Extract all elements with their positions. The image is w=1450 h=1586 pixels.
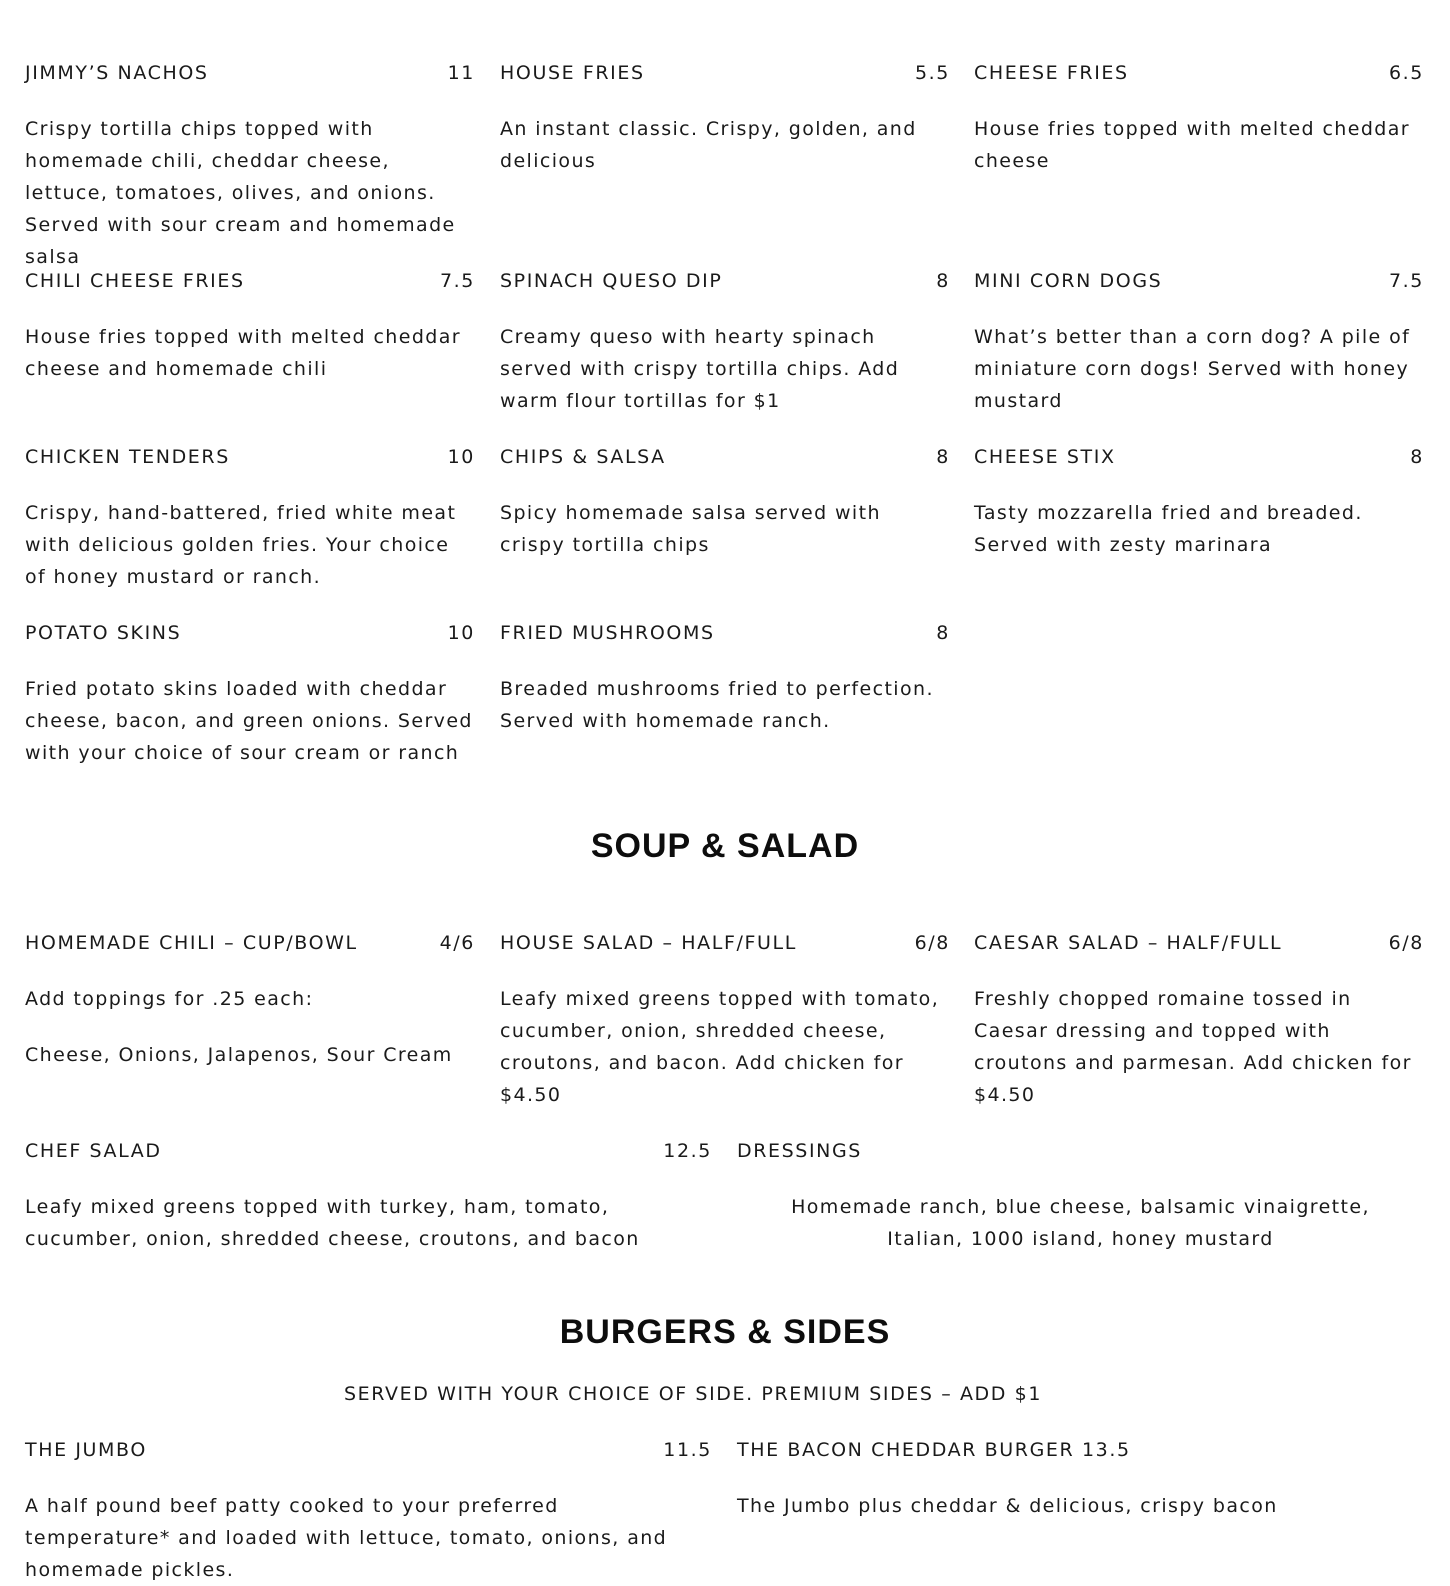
item-price: 7.5 <box>1388 270 1424 292</box>
item-price: 6/8 <box>914 932 950 954</box>
item-description: What’s better than a corn dog? A pile of miniature corn dogs! Served with honey mustard <box>974 326 1411 412</box>
item-description <box>25 983 475 1071</box>
menu-item-mini-corn-dogs <box>974 265 1424 417</box>
item-name: DRESSINGS <box>737 1140 862 1162</box>
item-price: 8 <box>936 446 950 468</box>
item-name: CHILI CHEESE FRIES <box>25 270 245 292</box>
item-price: 6.5 <box>1388 62 1424 84</box>
item-price: 7.5 <box>439 270 475 292</box>
item-price: 12.5 <box>663 1140 712 1162</box>
item-description: Spicy homemade salsa served with crispy tortilla chips <box>500 502 881 556</box>
item-name: CHEESE FRIES <box>974 62 1129 84</box>
item-description: Freshly chopped romaine tossed in Caesar dressing and topped with croutons and parmesan. Add chicken for $4.50 <box>974 988 1412 1106</box>
item-price: 6/8 <box>1388 932 1424 954</box>
menu-item-jimmys-nachos <box>25 57 475 273</box>
menu-item-dressings <box>737 1135 1424 1255</box>
item-name: MINI CORN DOGS <box>974 270 1163 292</box>
section-title-soup-salad: SOUP & SALAD <box>590 827 860 865</box>
item-price: 5.5 <box>914 62 950 84</box>
section-subtitle: SERVED WITH YOUR CHOICE OF SIDE. PREMIUM SIDES – ADD $1 <box>343 1383 1043 1405</box>
menu-item-spinach-queso-dip <box>500 265 950 417</box>
section-title-burgers-sides: BURGERS & SIDES <box>559 1313 891 1351</box>
item-description-line: Cheese, Onions, Jalapenos, Sour Cream <box>25 1044 453 1066</box>
item-description: House fries topped with melted cheddar cheese and homemade chili <box>25 326 461 380</box>
item-description: The Jumbo plus cheddar & delicious, crispy bacon <box>737 1495 1278 1517</box>
item-description: House fries topped with melted cheddar cheese <box>974 118 1410 172</box>
item-name: CHIPS & SALSA <box>500 446 666 468</box>
item-description: Breaded mushrooms fried to perfection. Served with homemade ranch. <box>500 678 934 732</box>
item-name: CHEF SALAD <box>25 1140 162 1162</box>
menu-item-the-jumbo <box>25 1434 712 1586</box>
menu-item-chili-cheese-fries <box>25 265 475 385</box>
item-price: 11.5 <box>663 1439 712 1461</box>
item-description: Creamy queso with hearty spinach served with crispy tortilla chips. Add warm flour tortillas for $1 <box>500 326 900 412</box>
item-description: Homemade ranch, blue cheese, balsamic vinaigrette, Italian, 1000 island, honey mustard <box>791 1196 1370 1250</box>
menu-item-potato-skins <box>25 617 475 769</box>
item-price: 10 <box>447 622 475 644</box>
menu-item-house-salad <box>500 927 950 1111</box>
item-name: HOUSE FRIES <box>500 62 645 84</box>
item-name: HOUSE SALAD – HALF/FULL <box>500 932 797 954</box>
menu-item-chicken-tenders <box>25 441 475 593</box>
item-description: Crispy tortilla chips topped with homemade chili, cheddar cheese, lettuce, tomatoes, olives, and onions. Served with sour cream and homemade salsa <box>25 118 456 268</box>
item-description: Leafy mixed greens topped with tomato, cucumber, onion, shredded cheese, croutons, and bacon. Add chicken for $4.50 <box>500 988 940 1106</box>
menu-item-fried-mushrooms <box>500 617 950 737</box>
item-price: 8 <box>936 622 950 644</box>
item-price: 8 <box>936 270 950 292</box>
item-description: Tasty mozzarella fried and breaded. Served with zesty marinara <box>974 502 1363 556</box>
item-name: THE JUMBO <box>25 1439 147 1461</box>
item-price: 10 <box>447 446 475 468</box>
item-description: Crispy, hand-battered, fried white meat with delicious golden fries. Your choice of honey mustard or ranch. <box>25 502 457 588</box>
item-name: CHICKEN TENDERS <box>25 446 230 468</box>
item-price: 4/6 <box>439 932 475 954</box>
item-name: HOMEMADE CHILI – CUP/BOWL <box>25 932 358 954</box>
menu-item-chips-salsa <box>500 441 950 561</box>
menu-item-homemade-chili <box>25 927 475 1071</box>
item-description: Fried potato skins loaded with cheddar cheese, bacon, and green onions. Served with your choice of sour cream or ranch <box>25 678 473 764</box>
menu-item-chef-salad <box>25 1135 712 1255</box>
menu-item-cheese-fries <box>974 57 1424 177</box>
item-name: SPINACH QUESO DIP <box>500 270 723 292</box>
item-name: FRIED MUSHROOMS <box>500 622 715 644</box>
item-name: POTATO SKINS <box>25 622 182 644</box>
menu-item-house-fries <box>500 57 950 177</box>
menu-item-bacon-cheddar-burger <box>737 1434 1424 1522</box>
item-description-line: Add toppings for .25 each: <box>25 988 314 1010</box>
item-description: A half pound beef patty cooked to your preferred temperature* and loaded with lettuce, tomato, onions, and homemade pickles. <box>25 1495 668 1581</box>
item-name: CAESAR SALAD – HALF/FULL <box>974 932 1283 954</box>
menu-item-caesar-salad <box>974 927 1424 1111</box>
item-description: An instant classic. Crispy, golden, and delicious <box>500 118 917 172</box>
item-name: CHEESE STIX <box>974 446 1116 468</box>
menu-item-cheese-stix <box>974 441 1424 561</box>
item-price: 8 <box>1410 446 1424 468</box>
item-name: THE BACON CHEDDAR BURGER 13.5 <box>737 1439 1131 1461</box>
item-description: Leafy mixed greens topped with turkey, ham, tomato, cucumber, onion, shredded cheese, croutons, and bacon <box>25 1196 640 1250</box>
item-price: 11 <box>447 62 475 84</box>
item-name: JIMMY’S NACHOS <box>25 62 209 84</box>
